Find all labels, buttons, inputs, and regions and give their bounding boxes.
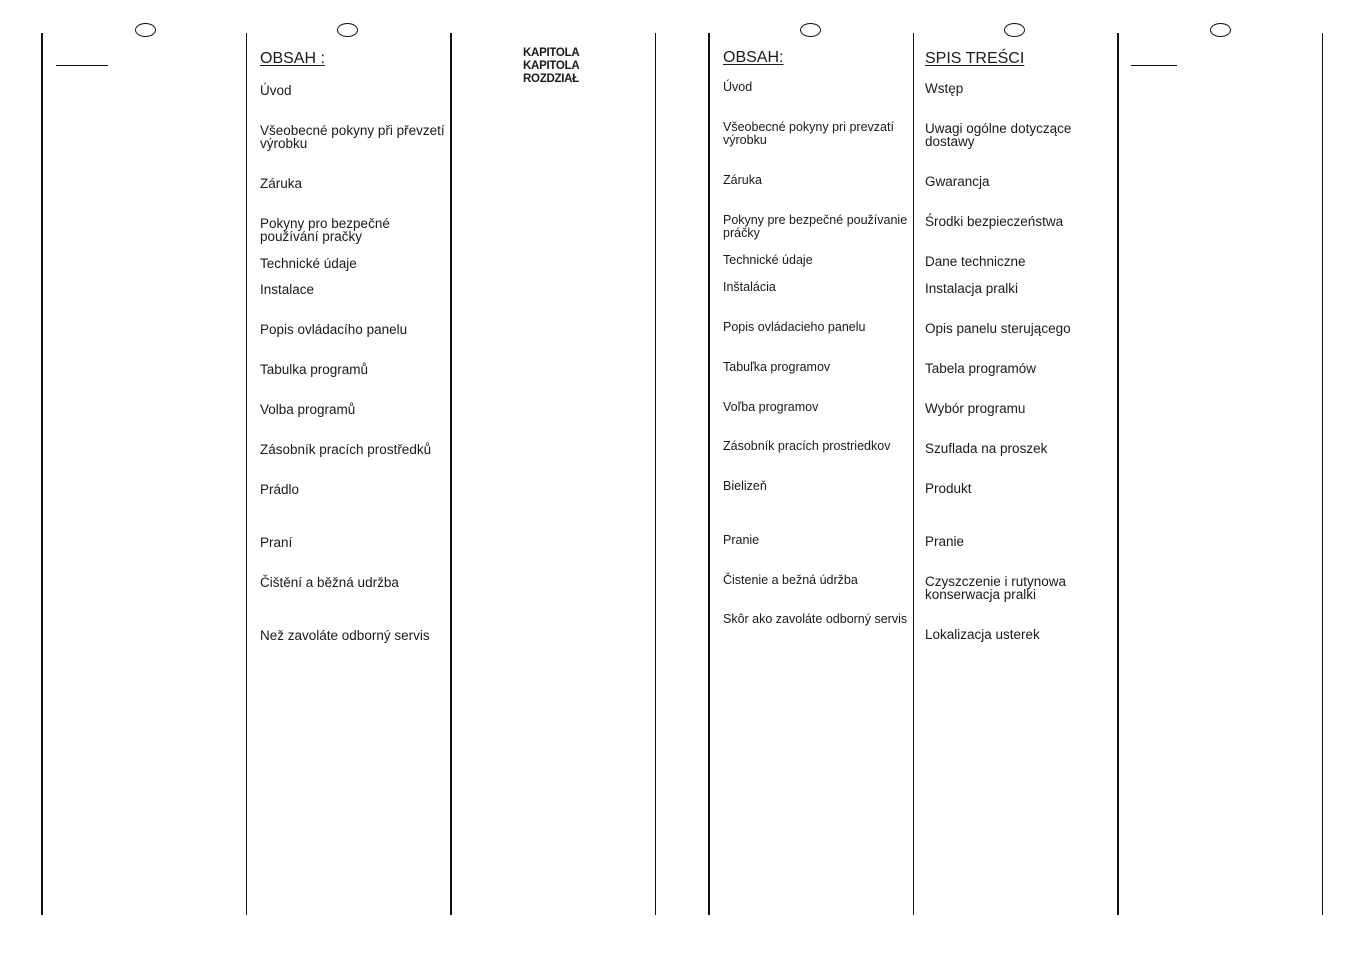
language-flag-oval <box>1210 23 1231 37</box>
toc-item: Všeobecné pokyny pri prevzatí výrobku <box>723 120 894 147</box>
toc-item: Bielizeň <box>723 479 767 493</box>
toc-item: Technické údaje <box>260 256 357 271</box>
toc-item: Prádlo <box>260 482 300 497</box>
chapter-label: KAPITOLA <box>523 58 580 72</box>
toc-item: Popis ovládacího panelu <box>260 322 408 337</box>
column-divider <box>913 33 914 915</box>
column-divider <box>246 33 247 915</box>
toc-item: Zásobník pracích prostředků <box>260 442 432 457</box>
toc-item: Dane techniczne <box>925 254 1026 269</box>
toc-item: Čistenie a bežná údržba <box>723 573 858 587</box>
toc-item: Tabulka programů <box>260 362 369 377</box>
toc-item: Technické údaje <box>723 253 813 267</box>
toc-item: Všeobecné pokyny při převzetí výrobku <box>260 123 445 151</box>
toc-item: Volba programů <box>260 402 356 417</box>
language-flag-oval <box>135 23 156 37</box>
toc-item: Czyszczenie i rutynowa konserwacja pralki <box>925 574 1067 602</box>
toc-item: Instalace <box>260 282 315 297</box>
toc-item: Gwarancja <box>925 174 990 189</box>
column-divider <box>450 33 452 915</box>
toc-item: Úvod <box>723 80 753 94</box>
toc-item: Tabela programów <box>925 361 1037 376</box>
toc-item: Praní <box>260 535 293 550</box>
toc-item: Lokalizacja usterek <box>925 627 1040 642</box>
column-divider <box>1117 33 1119 915</box>
chapter-labels <box>523 46 579 85</box>
header-rule <box>1131 65 1177 66</box>
language-flag-oval <box>800 23 821 37</box>
language-flag-oval <box>337 23 358 37</box>
toc-item: Uwagi ogólne dotyczące dostawy <box>925 121 1072 149</box>
toc-item: Záruka <box>260 176 303 191</box>
toc-item: Wstęp <box>925 81 964 96</box>
toc-item: Pokyny pre bezpečné používanie práčky <box>723 213 908 240</box>
toc-item: Inštalácia <box>723 280 776 294</box>
toc-item: Środki bezpieczeństwa <box>925 214 1064 229</box>
toc-item: Instalacja pralki <box>925 281 1019 296</box>
toc-title: SPIS TREŚCI <box>925 50 1025 67</box>
toc-item: Pranie <box>925 534 965 549</box>
toc-item: Než zavoláte odborný servis <box>260 628 430 643</box>
toc-item: Pokyny pro bezpečné používání pračky <box>260 216 390 244</box>
language-flag-oval <box>1004 23 1025 37</box>
toc-item: Voľba programov <box>723 400 819 414</box>
column-divider <box>1322 33 1323 915</box>
toc-item: Tabuľka programov <box>723 360 831 374</box>
toc-item: Wybór programu <box>925 401 1026 416</box>
toc-item: Popis ovládacieho panelu <box>723 320 866 334</box>
toc-item: Opis panelu sterującego <box>925 321 1071 336</box>
chapter-label: ROZDZIAŁ <box>523 71 579 85</box>
toc-item: Skôr ako zavoláte odborný servis <box>723 612 908 626</box>
toc-item: Záruka <box>723 173 762 187</box>
column-divider <box>708 33 710 915</box>
toc-item: Produkt <box>925 481 972 496</box>
toc-title: OBSAH: <box>723 49 784 66</box>
toc-item: Úvod <box>260 83 292 98</box>
header-rule <box>56 65 108 66</box>
chapter-label: KAPITOLA <box>523 45 580 59</box>
column-divider <box>41 33 43 915</box>
toc-item: Pranie <box>723 533 760 547</box>
toc-item: Čištění a běžná udržba <box>260 575 399 590</box>
toc-item: Szuflada na proszek <box>925 441 1048 456</box>
column-divider <box>655 33 656 915</box>
toc-title: OBSAH : <box>260 50 325 67</box>
toc-item: Zásobník pracích prostriedkov <box>723 439 891 453</box>
